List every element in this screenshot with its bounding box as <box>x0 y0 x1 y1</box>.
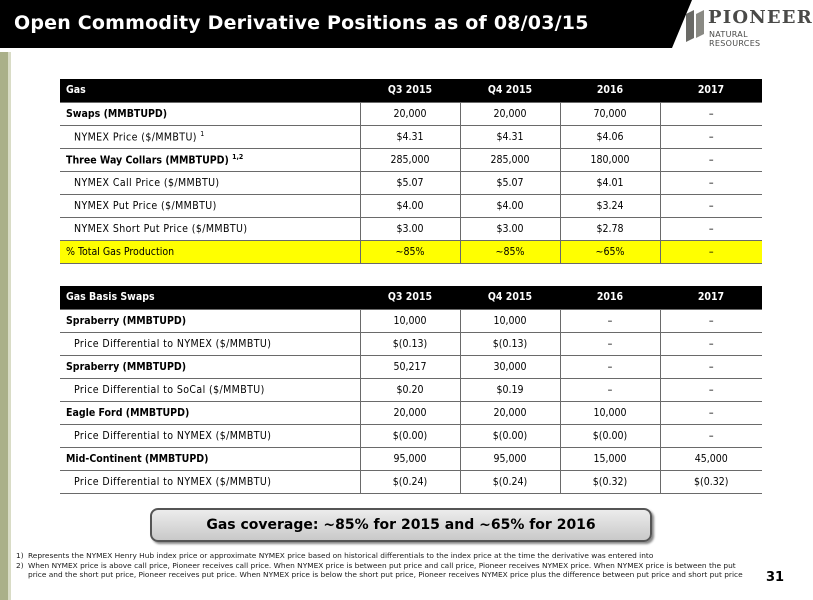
footnotes <box>16 551 746 580</box>
column-header: 2016 <box>560 79 660 102</box>
footnote-text: When NYMEX price is above call price, Pioneer receives call price. When NYMEX price is between put price and call price, Pioneer receives NYMEX price. When NYMEX price is between the put price and the short put price, Pioneer receives put price. When NYMEX price is below the short put price, Pioneer receives NYMEX price plus the difference between put price and short put price <box>28 560 743 579</box>
row-label-text: NYMEX Call Price ($/MMBTU) <box>74 176 220 189</box>
table-cell: $5.07 <box>360 171 460 194</box>
row-label-text: Price Differential to SoCal ($/MMBTU) <box>74 383 265 396</box>
row-label-text: Spraberry (MMBTUPD) <box>66 360 187 373</box>
table-cell: – <box>560 355 660 378</box>
column-header: Gas Basis Swaps <box>60 286 360 309</box>
table-cell: ~85% <box>360 240 460 263</box>
footnote-number: 1) <box>16 551 24 560</box>
row-label <box>60 194 360 217</box>
row-label <box>60 332 360 355</box>
table-cell: 285,000 <box>360 148 460 171</box>
gas-basis-swaps-table <box>60 286 762 494</box>
table-cell: – <box>560 332 660 355</box>
table-cell: $(0.00) <box>460 424 560 447</box>
row-label <box>60 447 360 470</box>
title-bar <box>0 0 672 48</box>
table-cell: – <box>660 378 762 401</box>
table-cell: 70,000 <box>560 102 660 125</box>
table-row <box>60 148 762 171</box>
row-label-text: Price Differential to NYMEX ($/MMBTU) <box>74 337 272 350</box>
row-label-text: Mid-Continent (MMBTUPD) <box>66 452 209 465</box>
table-cell: $(0.24) <box>360 470 460 493</box>
row-label <box>60 424 360 447</box>
row-label-text: Spraberry (MMBTUPD) <box>66 314 187 327</box>
column-header: Q4 2015 <box>460 79 560 102</box>
row-label-text: Swaps (MMBTUPD) <box>66 107 168 120</box>
footnote-ref: 1,2 <box>232 152 244 161</box>
table-cell: $(0.00) <box>360 424 460 447</box>
table-cell: $3.00 <box>460 217 560 240</box>
row-label-text: NYMEX Price ($/MMBTU) <box>74 131 197 144</box>
row-label-text: Three Way Collars (MMBTUPD) <box>66 154 229 167</box>
page-title: Open Commodity Derivative Positions as of 08/03/15 <box>14 12 589 34</box>
column-header: Gas <box>60 79 360 102</box>
footnote <box>16 551 746 561</box>
table-cell: 45,000 <box>660 447 762 470</box>
table-cell: 20,000 <box>360 102 460 125</box>
column-header: 2017 <box>660 286 762 309</box>
footnote-ref: 1 <box>200 129 205 138</box>
table-cell: $4.31 <box>360 125 460 148</box>
row-label-text: Price Differential to NYMEX ($/MMBTU) <box>74 475 272 488</box>
table-cell: $(0.32) <box>660 470 762 493</box>
row-label <box>60 309 360 332</box>
row-label <box>60 401 360 424</box>
table-cell: – <box>660 332 762 355</box>
table-cell: – <box>660 424 762 447</box>
table-cell: $4.06 <box>560 125 660 148</box>
row-label <box>60 355 360 378</box>
footnote-text: Represents the NYMEX Henry Hub index price or approximate NYMEX price based on historical differentials to the index price at the time the derivative was entered into <box>28 551 654 560</box>
row-label <box>60 171 360 194</box>
table-cell: – <box>660 355 762 378</box>
footnote <box>16 561 746 580</box>
table-cell: 30,000 <box>460 355 560 378</box>
row-label-text: NYMEX Short Put Price ($/MMBTU) <box>74 222 248 235</box>
table-cell: 285,000 <box>460 148 560 171</box>
table-row <box>60 309 762 332</box>
header <box>0 0 813 52</box>
table-cell: $0.20 <box>360 378 460 401</box>
table-cell: – <box>660 171 762 194</box>
side-accent-strip-inner <box>8 52 11 600</box>
column-header: Q4 2015 <box>460 286 560 309</box>
table-row <box>60 217 762 240</box>
table-cell: $(0.13) <box>460 332 560 355</box>
gas-coverage-callout: Gas coverage: ~85% for 2015 and ~65% for 2016 <box>150 508 652 542</box>
table-cell: 20,000 <box>360 401 460 424</box>
logo-name: PIONEER <box>708 7 813 28</box>
company-logo <box>682 4 813 48</box>
row-label <box>60 240 360 263</box>
table-cell: 95,000 <box>360 447 460 470</box>
table-cell: – <box>660 125 762 148</box>
table-cell: $3.00 <box>360 217 460 240</box>
side-accent-strip <box>0 52 8 600</box>
row-label-text: NYMEX Put Price ($/MMBTU) <box>74 199 217 212</box>
table-cell: $4.00 <box>360 194 460 217</box>
table-row <box>60 378 762 401</box>
table-header-row <box>60 286 762 309</box>
table-row <box>60 240 762 263</box>
table-cell: 10,000 <box>560 401 660 424</box>
footnote-number: 2) <box>16 560 24 570</box>
table-cell: ~65% <box>560 240 660 263</box>
column-header: Q3 2015 <box>360 286 460 309</box>
table-cell: 180,000 <box>560 148 660 171</box>
table-cell: – <box>660 401 762 424</box>
table-row <box>60 332 762 355</box>
table-cell: $0.19 <box>460 378 560 401</box>
table-cell: $(0.32) <box>560 470 660 493</box>
table-cell: 50,217 <box>360 355 460 378</box>
table-cell: $4.01 <box>560 171 660 194</box>
column-header: 2017 <box>660 79 762 102</box>
row-label-text: Eagle Ford (MMBTUPD) <box>66 406 190 419</box>
page-number: 31 <box>766 570 785 585</box>
table-cell: – <box>560 309 660 332</box>
table-header-row <box>60 79 762 102</box>
row-label-text: Price Differential to NYMEX ($/MMBTU) <box>74 429 272 442</box>
table-row <box>60 194 762 217</box>
table-row <box>60 125 762 148</box>
row-label <box>60 217 360 240</box>
gas-positions-table <box>60 79 762 264</box>
table-cell: $3.24 <box>560 194 660 217</box>
table-cell: ~85% <box>460 240 560 263</box>
table-cell: $(0.13) <box>360 332 460 355</box>
column-header: Q3 2015 <box>360 79 460 102</box>
row-label <box>60 470 360 493</box>
table-cell: – <box>660 217 762 240</box>
row-label <box>60 102 360 125</box>
table-cell: 95,000 <box>460 447 560 470</box>
table-cell: $(0.00) <box>560 424 660 447</box>
table-cell: 20,000 <box>460 102 560 125</box>
table-cell: 20,000 <box>460 401 560 424</box>
table-cell: – <box>660 240 762 263</box>
table-row <box>60 355 762 378</box>
table-cell: 15,000 <box>560 447 660 470</box>
table-cell: – <box>660 309 762 332</box>
table-cell: $5.07 <box>460 171 560 194</box>
row-label <box>60 125 360 148</box>
row-label <box>60 148 360 171</box>
table-row <box>60 470 762 493</box>
row-label-text: % Total Gas Production <box>66 245 175 258</box>
table-cell: $4.00 <box>460 194 560 217</box>
table-row <box>60 102 762 125</box>
column-header: 2016 <box>560 286 660 309</box>
table-row <box>60 171 762 194</box>
table-cell: – <box>660 194 762 217</box>
table-cell: $2.78 <box>560 217 660 240</box>
table-cell: – <box>660 148 762 171</box>
logo-subtitle: NATURAL RESOURCES <box>709 30 761 48</box>
pioneer-logo-icon <box>684 8 706 44</box>
table-cell: 10,000 <box>460 309 560 332</box>
row-label <box>60 378 360 401</box>
table-cell: 10,000 <box>360 309 460 332</box>
table-cell: – <box>660 102 762 125</box>
table-row <box>60 447 762 470</box>
table-row <box>60 424 762 447</box>
table-cell: – <box>560 378 660 401</box>
table-row <box>60 401 762 424</box>
table-cell: $(0.24) <box>460 470 560 493</box>
table-cell: $4.31 <box>460 125 560 148</box>
